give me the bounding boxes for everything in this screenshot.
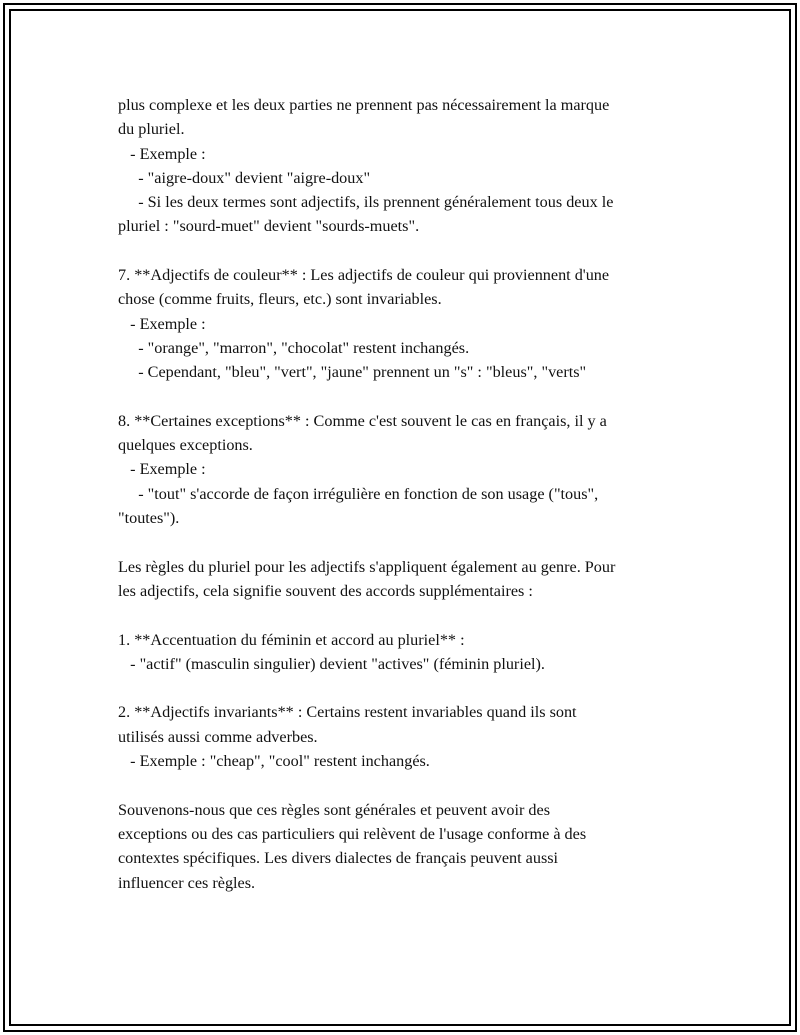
blank-line xyxy=(118,676,688,700)
text-line: du pluriel. xyxy=(118,120,185,139)
text-line: - "tout" s'accorde de façon irrégulière en fonction de son usage ("tous", xyxy=(118,484,599,503)
text-line: "toutes"). xyxy=(118,509,180,528)
blank-line xyxy=(118,239,688,263)
text-line: chose (comme fruits, fleurs, etc.) sont invariables. xyxy=(118,290,442,309)
text-line: - "aigre-doux" devient "aigre-doux" xyxy=(118,168,371,187)
text-line: - Exemple : xyxy=(118,460,206,479)
document-body xyxy=(118,93,688,895)
text-line: exceptions ou des cas particuliers qui relèvent de l'usage conforme à des xyxy=(118,824,587,843)
text-line: plus complexe et les deux parties ne prennent pas nécessairement la marque xyxy=(118,96,610,114)
blank-line xyxy=(118,773,688,797)
text-line: quelques exceptions. xyxy=(118,436,253,455)
blank-line xyxy=(118,530,688,554)
text-line: les adjectifs, cela signifie souvent des accords supplémentaires : xyxy=(118,581,533,600)
text-line: 1. **Accentuation du féminin et accord au pluriel** : xyxy=(118,630,465,649)
text-line: utilisés aussi comme adverbes. xyxy=(118,727,318,746)
text-line: - Exemple : "cheap", "cool" restent inchangés. xyxy=(118,752,430,771)
text-line: pluriel : "sourd-muet" devient "sourds-muets". xyxy=(118,217,420,236)
text-line: - "actif" (masculin singulier) devient "actives" (féminin pluriel). xyxy=(118,654,545,673)
text-line: - "orange", "marron", "chocolat" restent inchangés. xyxy=(118,338,470,357)
text-line: 8. **Certaines exceptions** : Comme c'est souvent le cas en français, il y a xyxy=(118,411,607,430)
text-line: influencer ces règles. xyxy=(118,873,256,892)
text-line: - Cependant, "bleu", "vert", "jaune" prennent un "s" : "bleus", "verts" xyxy=(118,363,587,382)
text-line: - Si les deux termes sont adjectifs, ils prennent généralement tous deux le xyxy=(118,193,614,212)
text-line: Souvenons-nous que ces règles sont générales et peuvent avoir des xyxy=(118,800,550,819)
text-line: 2. **Adjectifs invariants** : Certains restent invariables quand ils sont xyxy=(118,703,577,722)
text-line: Les règles du pluriel pour les adjectifs s'appliquent également au genre. Pour xyxy=(118,557,616,576)
text-line: 7. **Adjectifs de couleur** : Les adjectifs de couleur qui proviennent d'une xyxy=(118,266,610,285)
blank-line xyxy=(118,385,688,409)
text-line: - Exemple : xyxy=(118,314,206,333)
blank-line xyxy=(118,603,688,627)
text-line: - Exemple : xyxy=(118,144,206,163)
text-line: contextes spécifiques. Les divers dialectes de français peuvent aussi xyxy=(118,849,559,868)
